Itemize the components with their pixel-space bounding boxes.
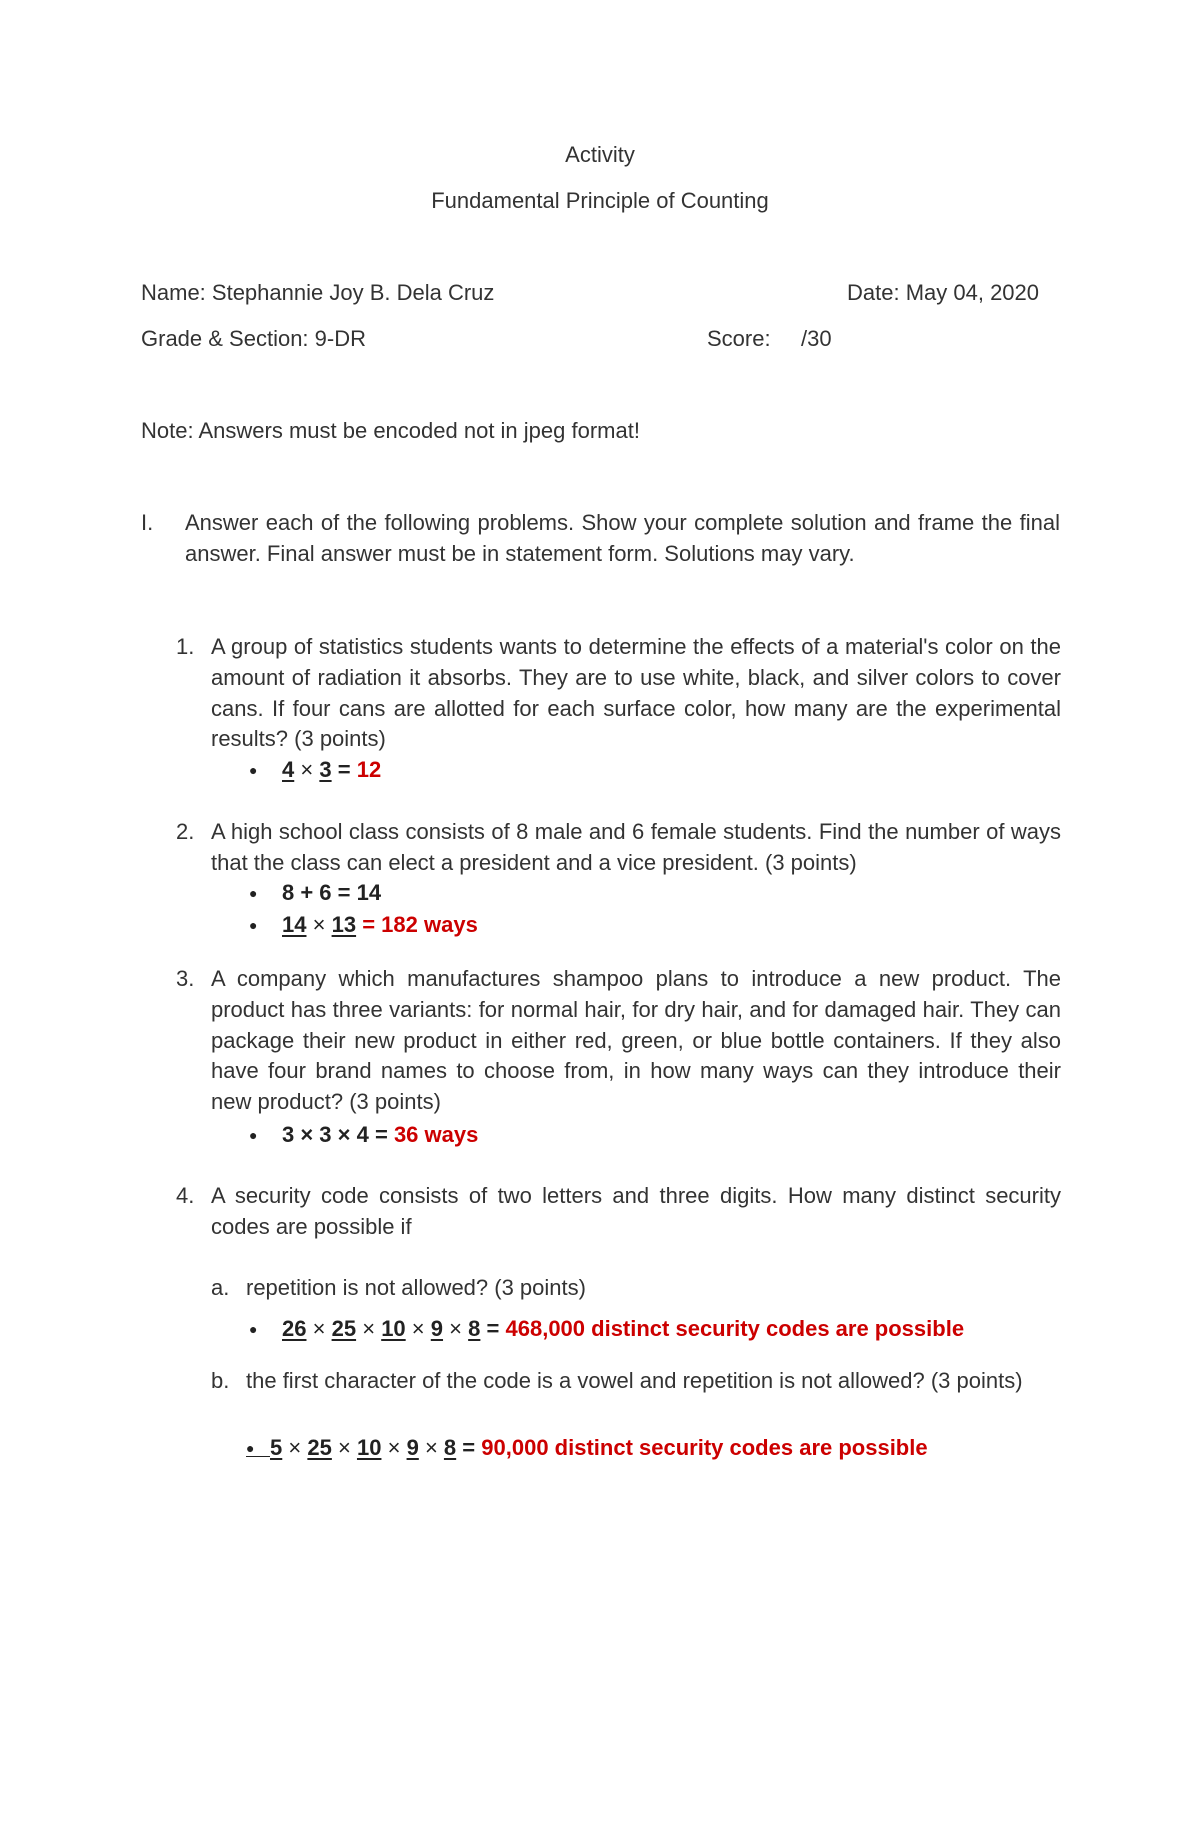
problem-1-text: A group of statistics students wants to determine the effects of a material's color on the amount of radiation it absorbs. They are to use white, black, and silver colors to cover cans. If four cans are allotted for each surface color, how many are the experimental results? (3 points)	[211, 634, 1061, 752]
times-sign: ×	[424, 1435, 438, 1460]
score-label: Score:	[707, 326, 771, 351]
times-sign: ×	[411, 1316, 425, 1341]
grade-section: Grade & Section: 9-DR	[141, 326, 366, 351]
bullet-icon: ●	[249, 1127, 258, 1143]
score-value: /30	[801, 326, 832, 351]
equals-sign: =	[337, 757, 351, 782]
problem-4-text: A security code consists of two letters and three digits. How many distinct security codes are possible if	[211, 1183, 1061, 1239]
times-sign: ×	[288, 1435, 302, 1460]
factor: 25	[307, 1435, 332, 1460]
times-sign: ×	[337, 1435, 351, 1460]
factor: 10	[381, 1316, 406, 1341]
date: Date: May 04, 2020	[847, 280, 1040, 305]
problem-3-text: A company which manufactures shampoo plans to introduce a new product. The product has three variants: for normal hair, for dry hair, and for damaged hair. They can package their new product in either red, green, or blue bottle containers. If they also have four brand names to choose from, in how many ways can they introduce their new product? (3 points)	[211, 966, 1061, 1115]
times-sign: ×	[362, 1316, 376, 1341]
part-b-letter: b.	[211, 1368, 230, 1393]
problem-2-answer	[282, 910, 478, 941]
times-sign: ×	[312, 912, 326, 937]
factor: 8	[443, 1435, 457, 1460]
factor: 5	[270, 1435, 283, 1460]
problem-2-step: 8 + 6 = 14	[282, 880, 382, 905]
student-name: Name: Stephannie Joy B. Dela Cruz	[141, 280, 495, 305]
part-b-answer	[246, 1433, 928, 1464]
part-a-text: repetition is not allowed? (3 points)	[246, 1275, 586, 1300]
answer-result: 90,000 distinct security codes are possible	[481, 1435, 928, 1460]
document-title: Activity	[565, 142, 635, 167]
factor: 8	[468, 1316, 481, 1341]
problem-1-answer	[282, 755, 381, 786]
part-b-text: the first character of the code is a vowel and repetition is not allowed? (3 points)	[246, 1368, 1023, 1393]
problem-3-answer	[282, 1120, 478, 1151]
answer-result: 12	[356, 757, 382, 782]
factor: 14	[282, 912, 307, 937]
times-sign: ×	[387, 1435, 401, 1460]
bullet-icon: ●	[249, 1321, 258, 1337]
answer-result: = 182 ways	[362, 912, 478, 937]
bullet-icon: ●	[249, 885, 258, 901]
factor: 9	[430, 1316, 444, 1341]
times-sign: ×	[312, 1316, 326, 1341]
answer-result: 36 ways	[393, 1122, 479, 1147]
factor: 4	[282, 757, 295, 782]
equals-sign: =	[462, 1435, 476, 1460]
problem-4-number: 4.	[176, 1183, 195, 1208]
note: Note: Answers must be encoded not in jpeg format!	[141, 418, 640, 443]
problem-2-number: 2.	[176, 819, 195, 844]
times-sign: ×	[449, 1316, 463, 1341]
factor: 9	[406, 1435, 419, 1460]
equals-sign: =	[486, 1316, 500, 1341]
bullet-icon: ●	[246, 1440, 271, 1456]
part-a-letter: a.	[211, 1275, 230, 1300]
times-sign: ×	[300, 757, 314, 782]
section-numeral: I.	[141, 510, 154, 535]
factor: 10	[356, 1435, 382, 1460]
problem-3-number: 3.	[176, 966, 195, 991]
factor: 26	[282, 1316, 307, 1341]
answer-expression: 3 × 3 × 4 =	[282, 1122, 388, 1147]
problem-1-number: 1.	[176, 634, 195, 659]
problem-2-text: A high school class consists of 8 male and 6 female students. Find the number of ways that the class can elect a president and a vice president. (3 points)	[211, 819, 1061, 875]
factor: 13	[331, 912, 357, 937]
bullet-icon: ●	[249, 762, 258, 778]
section-instructions: Answer each of the following problems. Show your complete solution and frame the final answer. Final answer must be in statement form. Solutions may vary.	[185, 510, 1060, 566]
bullet-icon: ●	[249, 917, 258, 933]
factor: 3	[319, 757, 332, 782]
part-a-answer	[282, 1314, 964, 1345]
answer-result: 468,000 distinct security codes are possible	[505, 1316, 965, 1341]
document-subtitle: Fundamental Principle of Counting	[431, 188, 769, 213]
factor: 25	[331, 1316, 357, 1341]
